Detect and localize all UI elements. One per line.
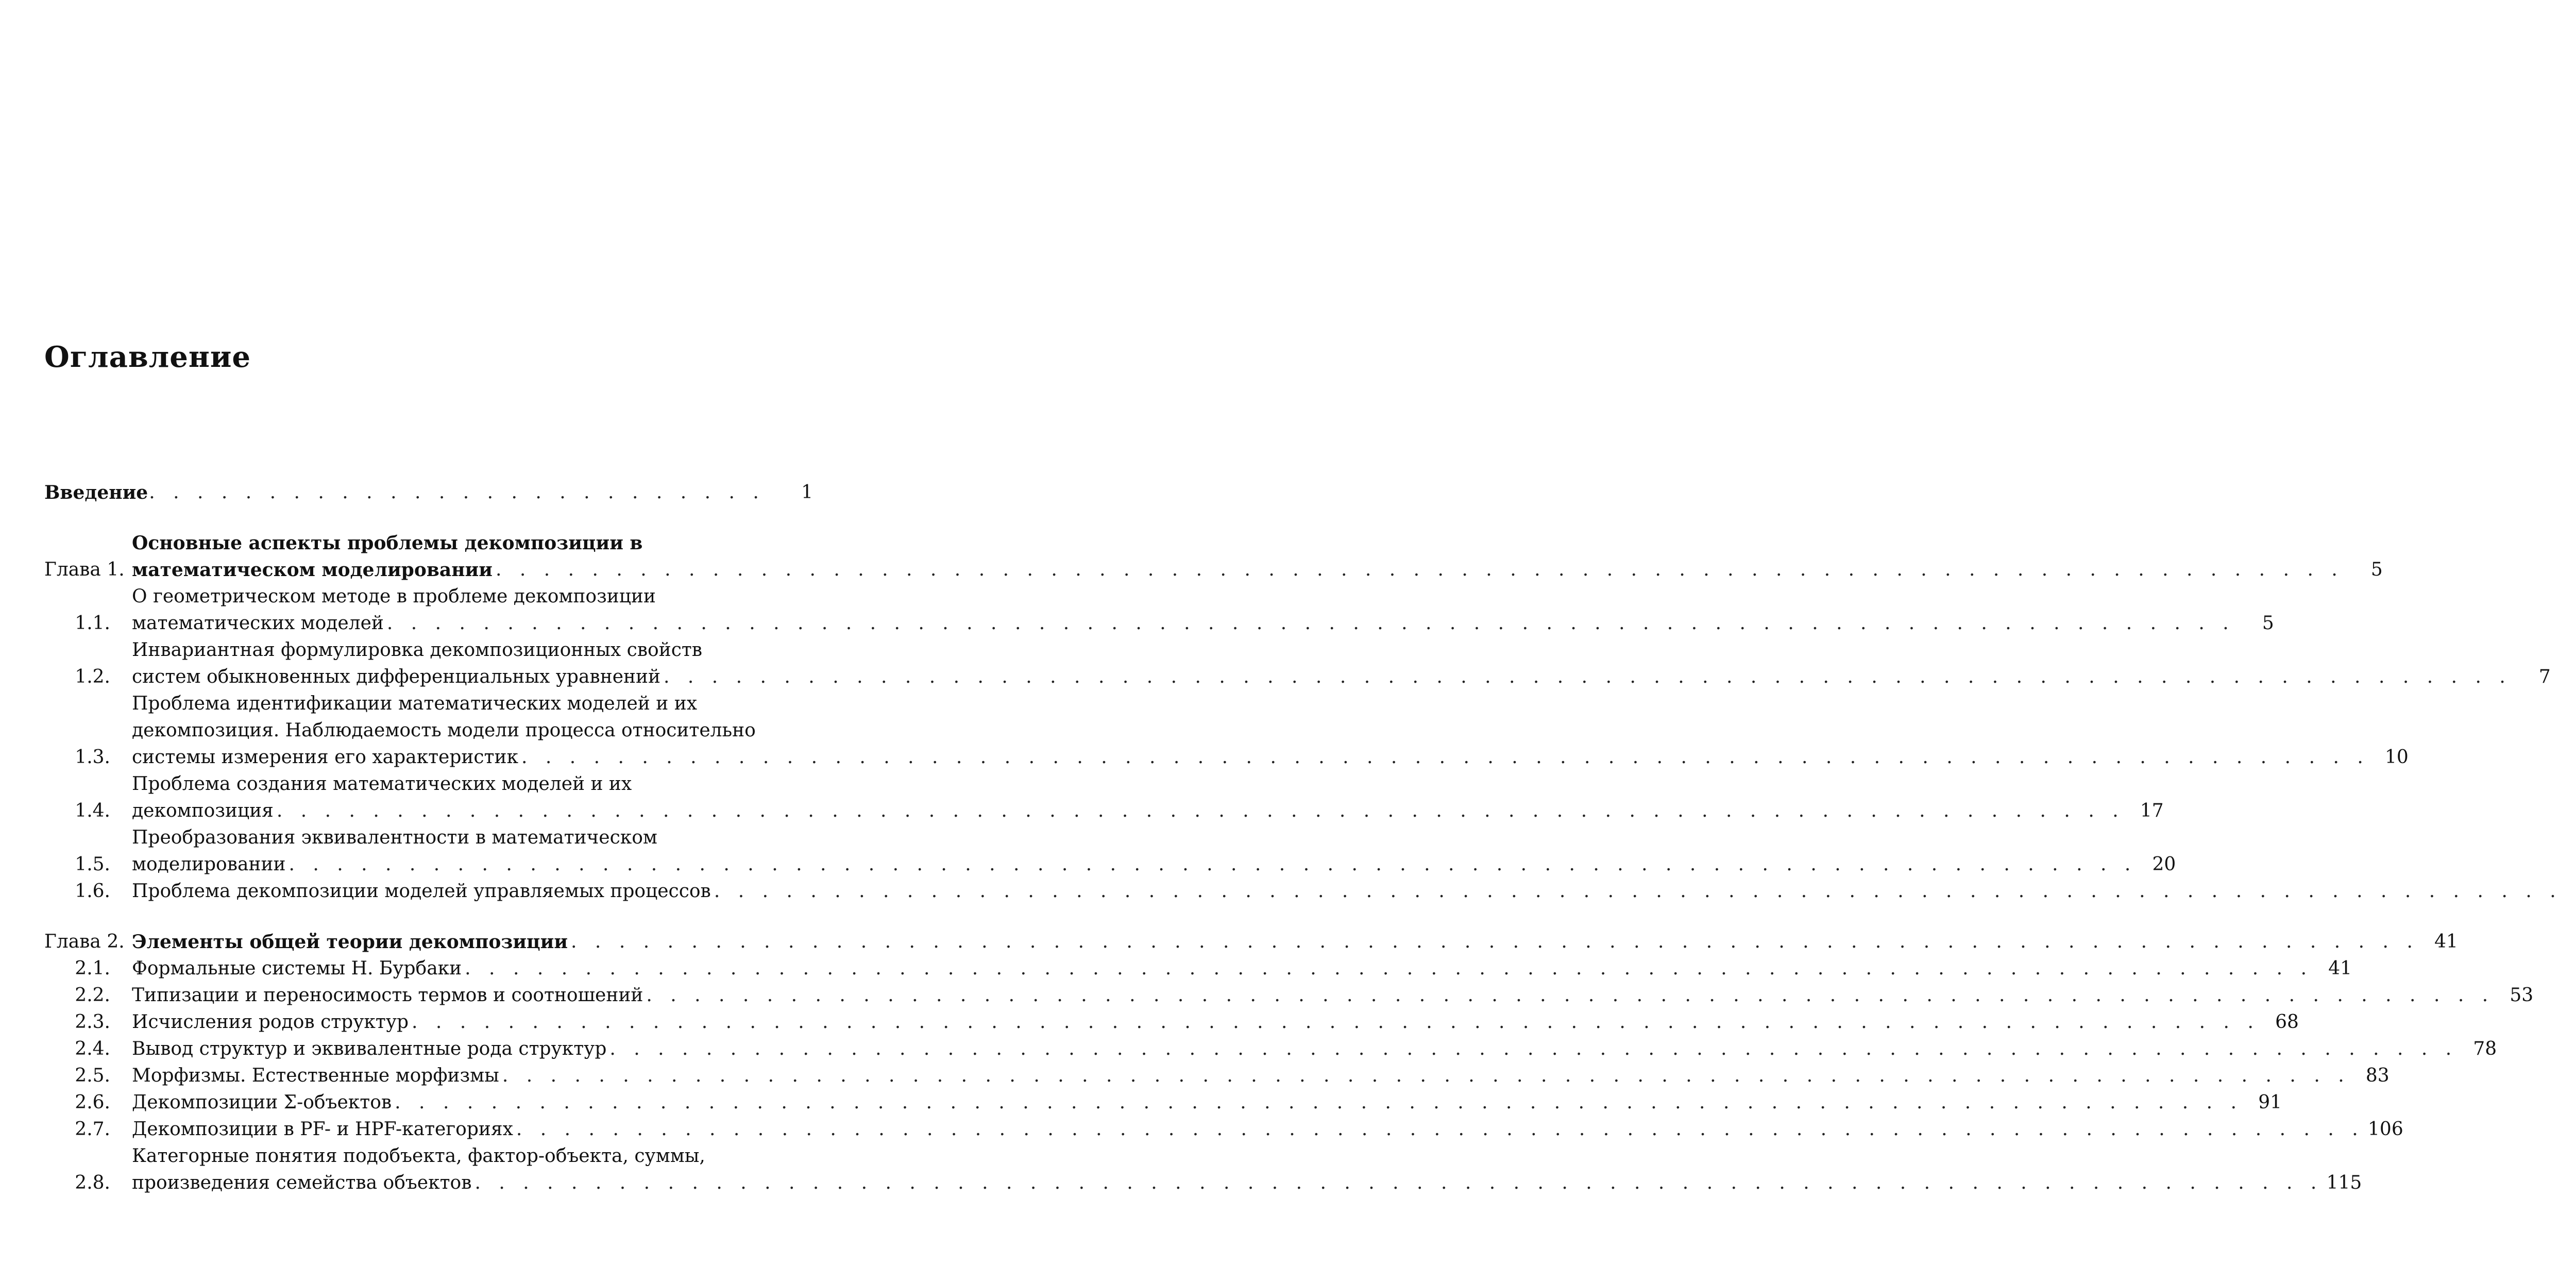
section-number: 2.6. <box>75 1092 110 1113</box>
section-title-line: Проблема идентификации математических моделей и их <box>132 693 698 714</box>
section-title-line: Морфизмы. Естественные морфизмы <box>132 1065 499 1086</box>
page-number: 115 <box>2326 1172 2362 1193</box>
page-number: 106 <box>2368 1119 2403 1140</box>
section-title-line: декомпозиция <box>132 800 274 821</box>
section-title-line: О геометрическом методе в проблеме декомпозиции <box>132 586 656 607</box>
section-number: 1.6. <box>75 881 110 902</box>
toc-section-2-2[interactable] <box>44 982 2534 1009</box>
page-number: 7 <box>2538 666 2551 687</box>
dot-leader <box>502 1062 2350 1089</box>
dot-leader <box>571 929 2419 955</box>
toc-section-1-5[interactable] <box>44 824 2176 878</box>
dot-leader <box>395 1089 2243 1116</box>
section-number: 2.1. <box>75 958 110 979</box>
dot-leader <box>149 479 774 506</box>
page-number: 68 <box>2275 1011 2299 1033</box>
section-title-line: Вывод структур и эквивалентные рода структур <box>132 1038 607 1059</box>
toc-entry-intro[interactable] <box>44 479 813 506</box>
intro-title: Введение <box>44 482 148 503</box>
dot-leader <box>521 744 2369 771</box>
section-title-line: Проблема создания математических моделей и их <box>132 773 632 795</box>
section-number: 1.4. <box>75 800 110 821</box>
section-title-line: Преобразования эквивалентности в математическом <box>132 827 657 848</box>
toc-section-2-3[interactable] <box>44 1009 2299 1036</box>
section-title-line: системы измерения его характеристик <box>132 747 518 768</box>
dot-leader <box>664 664 2512 690</box>
section-title-line: произведения семейства объектов <box>132 1172 472 1193</box>
page-number: 5 <box>2262 613 2274 634</box>
dot-leader <box>609 1036 2458 1062</box>
toc-section-2-7[interactable] <box>44 1116 2403 1143</box>
dot-leader <box>465 955 2313 982</box>
page-number: 91 <box>2258 1092 2282 1113</box>
section-title-line: моделировании <box>132 854 286 875</box>
page-title: Оглавление <box>44 340 251 374</box>
chapter-title-line: математическом моделировании <box>132 559 493 581</box>
dot-leader <box>496 556 2344 583</box>
toc-section-2-1[interactable] <box>44 955 2352 982</box>
section-title-line: систем обыкновенных дифференциальных уравнений <box>132 666 660 687</box>
dot-leader <box>646 982 2494 1009</box>
section-title-line: декомпозиция. Наблюдаемость модели процесса относительно <box>132 720 756 741</box>
section-number: 2.4. <box>75 1038 110 1059</box>
page-number <box>2565 878 2576 905</box>
section-title-line: Формальные системы Н. Бурбаки <box>132 958 462 979</box>
toc-section-2-4[interactable] <box>44 1036 2497 1062</box>
section-number: 2.7. <box>75 1119 110 1140</box>
section-number: 2.3. <box>75 1011 110 1033</box>
section-number: 1.3. <box>75 747 110 768</box>
toc-section-1-2[interactable] <box>44 637 2551 690</box>
table-of-contents <box>44 479 2551 1196</box>
dot-leader <box>387 610 2235 637</box>
toc-section-1-6[interactable] <box>44 878 813 905</box>
page-number: 20 <box>2152 854 2176 875</box>
section-title-line: математических моделей <box>132 613 384 634</box>
page-number: 5 <box>2370 559 2383 580</box>
toc-section-2-6[interactable] <box>44 1089 2282 1116</box>
dot-leader <box>289 851 2137 878</box>
section-number: 2.2. <box>75 985 110 1006</box>
page-number: 41 <box>2328 958 2352 979</box>
page-number: 78 <box>2473 1038 2497 1059</box>
toc-section-1-4[interactable] <box>44 771 2164 824</box>
section-number: 1.2. <box>75 666 110 687</box>
section-title-line: Проблема декомпозиции моделей управляемых процессов <box>132 881 711 902</box>
section-title-line: Декомпозиции в PF- и HPF-категориях <box>132 1119 513 1140</box>
section-number: 2.8. <box>75 1172 110 1193</box>
toc-section-1-1[interactable] <box>44 583 2274 637</box>
page-number: 17 <box>2140 800 2164 821</box>
dot-leader <box>714 878 2562 905</box>
section-title-line: Инвариантная формулировка декомпозиционных свойств <box>132 639 703 661</box>
section-number: 1.1. <box>75 613 110 634</box>
toc-section-2-5[interactable] <box>44 1062 2389 1089</box>
toc-chapter-1[interactable] <box>44 530 2383 583</box>
section-title-line: Декомпозиции Σ-объектов <box>132 1092 392 1113</box>
page-number: 53 <box>2510 985 2534 1006</box>
section-title-line: Исчисления родов структур <box>132 1011 409 1033</box>
section-number: 1.5. <box>75 854 110 875</box>
page-number: 41 <box>2434 931 2458 952</box>
section-number: 2.5. <box>75 1065 110 1086</box>
toc-section-1-3[interactable] <box>44 690 2409 771</box>
page-number: 1 <box>801 482 813 503</box>
dot-leader <box>474 1170 2323 1196</box>
dot-leader <box>516 1116 2364 1143</box>
page-number: 10 <box>2384 747 2409 768</box>
page-number: 83 <box>2365 1065 2389 1086</box>
chapter-title-line: Элементы общей теории декомпозиции <box>132 931 568 953</box>
section-title-line: Категорные понятия подобъекта, фактор-объекта, суммы, <box>132 1145 705 1167</box>
toc-chapter-2[interactable] <box>44 929 2458 955</box>
dot-leader <box>412 1009 2260 1036</box>
toc-section-2-8[interactable] <box>44 1143 2362 1196</box>
dot-leader <box>277 798 2125 824</box>
chapter-label: Глава 2. <box>44 931 125 952</box>
chapter-label: Глава 1. <box>44 559 125 580</box>
chapter-title-line: Основные аспекты проблемы декомпозиции в <box>132 532 643 554</box>
section-title-line: Типизации и переносимость термов и соотношений <box>132 985 643 1006</box>
